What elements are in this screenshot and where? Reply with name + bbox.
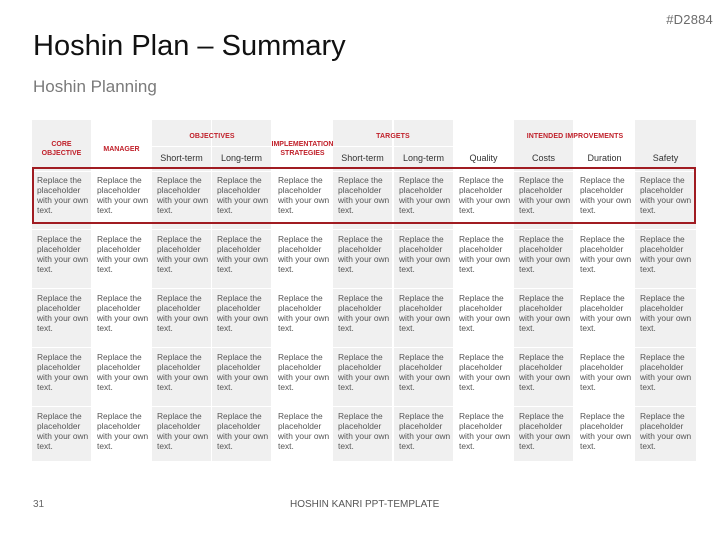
table-cell-placeholder[interactable]: Replace the placeholder with your own text. — [157, 411, 209, 451]
table-cell-placeholder[interactable]: Replace the placeholder with your own text. — [459, 293, 511, 333]
row-divider — [32, 229, 696, 230]
table-cell-placeholder[interactable]: Replace the placeholder with your own text. — [519, 234, 571, 274]
table-cell-placeholder[interactable]: Replace the placeholder with your own text. — [338, 234, 390, 274]
table-cell-placeholder[interactable]: Replace the placeholder with your own text. — [157, 352, 209, 392]
table-cell-placeholder[interactable]: Replace the placeholder with your own text. — [278, 175, 330, 215]
table-cell-placeholder[interactable]: Replace the placeholder with your own text. — [97, 352, 149, 392]
slide-code: #D2884 — [666, 12, 713, 27]
table-cell-placeholder[interactable]: Replace the placeholder with your own text. — [97, 234, 149, 274]
table-cell-placeholder[interactable]: Replace the placeholder with your own text. — [640, 293, 692, 333]
table-cell-placeholder[interactable]: Replace the placeholder with your own text. — [217, 411, 269, 451]
table-cell-placeholder[interactable]: Replace the placeholder with your own text. — [278, 293, 330, 333]
table-cell-placeholder[interactable]: Replace the placeholder with your own text. — [37, 293, 89, 333]
table-cell-placeholder[interactable]: Replace the placeholder with your own text. — [37, 411, 89, 451]
table-cell-placeholder[interactable]: Replace the placeholder with your own text. — [519, 293, 571, 333]
page-title: Hoshin Plan – Summary — [33, 30, 346, 62]
table-cell-placeholder[interactable]: Replace the placeholder with your own text. — [217, 293, 269, 333]
table-cell-placeholder[interactable]: Replace the placeholder with your own text. — [338, 352, 390, 392]
row-divider — [32, 347, 696, 348]
header-targets: TARGETS — [376, 132, 410, 140]
table-cell-placeholder[interactable]: Replace the placeholder with your own text. — [97, 175, 149, 215]
table-cell-placeholder[interactable]: Replace the placeholder with your own text. — [97, 411, 149, 451]
table-cell-placeholder[interactable]: Replace the placeholder with your own text. — [640, 175, 692, 215]
row-divider — [32, 406, 696, 407]
table-cell-placeholder[interactable]: Replace the placeholder with your own text. — [459, 234, 511, 274]
subheader-objectives-short: Short-term — [160, 153, 203, 163]
header-intended-improvements: INTENDED IMPROVEMENTS — [526, 132, 624, 140]
table-cell-placeholder[interactable]: Replace the placeholder with your own text. — [459, 175, 511, 215]
table-cell-placeholder[interactable]: Replace the placeholder with your own text. — [338, 293, 390, 333]
subheader-quality: Quality — [469, 153, 498, 163]
table-cell-placeholder[interactable]: Replace the placeholder with your own text. — [278, 411, 330, 451]
table-cell-placeholder[interactable]: Replace the placeholder with your own text. — [399, 293, 451, 333]
header-implementation-strategies: IMPLEMENTATION STRATEGIES — [271, 141, 334, 157]
table-cell-placeholder[interactable]: Replace the placeholder with your own text. — [217, 234, 269, 274]
table-cell-placeholder[interactable]: Replace the placeholder with your own text. — [519, 352, 571, 392]
table-cell-placeholder[interactable]: Replace the placeholder with your own text. — [157, 175, 209, 215]
table-cell-placeholder[interactable]: Replace the placeholder with your own text. — [157, 234, 209, 274]
table-cell-placeholder[interactable]: Replace the placeholder with your own text. — [37, 175, 89, 215]
table-cell-placeholder[interactable]: Replace the placeholder with your own text. — [580, 352, 632, 392]
header-core-objective: CORE OBJECTIVE — [41, 141, 82, 157]
table-cell-placeholder[interactable]: Replace the placeholder with your own text. — [217, 352, 269, 392]
table-cell-placeholder[interactable]: Replace the placeholder with your own text. — [640, 234, 692, 274]
subheader-targets-long: Long-term — [402, 153, 445, 163]
footer-template-name: HOSHIN KANRI PPT-TEMPLATE — [290, 499, 440, 510]
table-cell-placeholder[interactable]: Replace the placeholder with your own text. — [338, 411, 390, 451]
header-manager: MANAGER — [103, 145, 140, 153]
table-cell-placeholder[interactable]: Replace the placeholder with your own text. — [37, 352, 89, 392]
table-cell-placeholder[interactable]: Replace the placeholder with your own text. — [580, 175, 632, 215]
table-cell-placeholder[interactable]: Replace the placeholder with your own text. — [580, 293, 632, 333]
table-cell-placeholder[interactable]: Replace the placeholder with your own text. — [580, 234, 632, 274]
table-cell-placeholder[interactable]: Replace the placeholder with your own text. — [459, 352, 511, 392]
subheader-duration: Duration — [587, 153, 622, 163]
table-cell-placeholder[interactable]: Replace the placeholder with your own text. — [217, 175, 269, 215]
table-cell-placeholder[interactable]: Replace the placeholder with your own text. — [580, 411, 632, 451]
header-objectives: OBJECTIVES — [189, 132, 235, 140]
highlighted-row-frame — [32, 167, 696, 224]
table-cell-placeholder[interactable]: Replace the placeholder with your own text. — [97, 293, 149, 333]
page-number: 31 — [33, 499, 45, 510]
header-divider — [152, 146, 272, 147]
table-cell-placeholder[interactable]: Replace the placeholder with your own text. — [157, 293, 209, 333]
subheader-targets-short: Short-term — [341, 153, 384, 163]
table-cell-placeholder[interactable]: Replace the placeholder with your own text. — [338, 175, 390, 215]
table-cell-placeholder[interactable]: Replace the placeholder with your own text. — [640, 352, 692, 392]
table-cell-placeholder[interactable]: Replace the placeholder with your own text. — [640, 411, 692, 451]
subheader-safety: Safety — [652, 153, 679, 163]
header-divider — [333, 146, 453, 147]
table-cell-placeholder[interactable]: Replace the placeholder with your own text. — [399, 411, 451, 451]
table-cell-placeholder[interactable]: Replace the placeholder with your own text. — [278, 234, 330, 274]
subheader-costs: Costs — [531, 153, 555, 163]
table-cell-placeholder[interactable]: Replace the placeholder with your own text. — [459, 411, 511, 451]
table-cell-placeholder[interactable]: Replace the placeholder with your own text. — [37, 234, 89, 274]
row-divider — [32, 288, 696, 289]
table-cell-placeholder[interactable]: Replace the placeholder with your own text. — [278, 352, 330, 392]
table-cell-placeholder[interactable]: Replace the placeholder with your own text. — [519, 411, 571, 451]
subheader-objectives-long: Long-term — [220, 153, 263, 163]
page-subtitle: Hoshin Planning — [33, 77, 157, 96]
table-cell-placeholder[interactable]: Replace the placeholder with your own text. — [519, 175, 571, 215]
table-cell-placeholder[interactable]: Replace the placeholder with your own text. — [399, 234, 451, 274]
table-cell-placeholder[interactable]: Replace the placeholder with your own text. — [399, 352, 451, 392]
table-cell-placeholder[interactable]: Replace the placeholder with your own text. — [399, 175, 451, 215]
